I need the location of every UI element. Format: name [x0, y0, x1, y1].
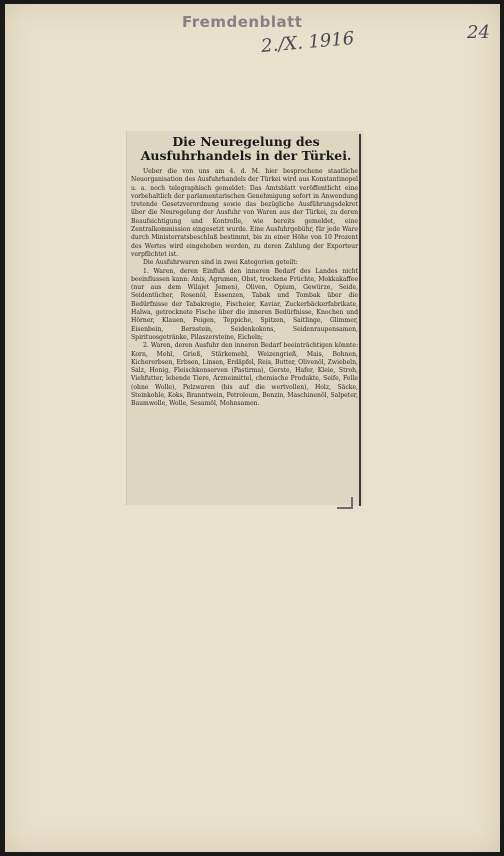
paragraph-categories: Die Ausfuhrwaren sind in zwei Kategorien geteilt:	[143, 259, 298, 267]
paragraph-intro: Ueber die von uns am 4. d. M. hier besprochene staatliche Neuorganisation des Ausfuhrhandels der Türkei wird aus Konstantinopel u. a. noch telegraphisch gemeldet: Das Amtsblatt veröffentlicht eine vorbehaltlich der parlamentarischen Genehmigung sofort in Anwendung tretende Gesetzverordnung sowie das bezügliche Ausführungsdekret über die Neuregelung der Ausfuhr von Waren aus der Türkei, zu deren Beaufsichtigung und Kontrolle, wie bereits gemeldet, eine Zentralkommission eingesetzt wurde. Eine Ausfuhrgebühr, für jede Ware durch Ministerratsbeschluß bestimmt, bis zu einer Höhe von 10 Prozent des Wertes wird eingehoben werden, zu deren Zahlung der Exporteur verpflichtet ist.	[131, 168, 358, 258]
article-headline: Die Neuregelung des Ausfuhrhandels in der Türkei.	[140, 134, 352, 163]
pencil-mark	[337, 497, 353, 509]
paragraph-category-1: 1. Waren, deren Einfluß den inneren Bedarf des Landes nicht beeinflussen kann: Anis, Agrumen, Obst, trockene Früchte, Mokkakaffee (nur aus dem Wilajet Jemen), Oliven, Opium, Gewürze, Seide, Seidentücher, Rosenöl, Essenzen, Tabak und Tombak über die Bedürfnisse der Tabakregie, Fischeier, Kaviar, Zuckerbäckerfabrikate, Halwa, getrocknete Fische über die inneren Bedürfnisse, Knochen und Hörner, Klauen, Feigen, Teppiche, Spitzen, Saitlinge, Glimmer, Eisenbein, Bernstein, Seidenkokons, Seidenraupensamen, Spirituosgetränke, Pilaszersteine, Eicheln;	[131, 267, 358, 341]
page-number: 24	[467, 22, 490, 43]
paragraph-category-2: 2. Waren, deren Ausfuhr den inneren Bedarf beeinträchtigen könnte: Korn, Mehl, Grieß, Stärkemehl, Weizengrieß, Mais, Bohnen, Kichererbsen, Erbsen, Linsen, Erdäpfel, Reis, Butter, Olivenöl, Zwiebeln, Salz, Honig, Fleischkonserven (Pastirma), Gerste, Hafer, Kleie, Stroh, Viehfutter, lebende Tiere, Arzneimittel, chemische Produkte, Seife, Felle (ohne Wolle), Pelzwaren (bis auf die wertvollen), Holz, Säcke, Steinkohle, Koks, Branntwein, Petroleum, Benzin, Maschinenöl, Salpeter, Baumwolle, Wolle, Sesamöl, Mohnsamen.	[131, 342, 358, 408]
article-body	[131, 168, 358, 409]
newspaper-stamp: Fremdenblatt	[182, 13, 303, 31]
handwritten-date: 2./X. 1916	[260, 27, 356, 58]
column-rule	[359, 134, 361, 506]
